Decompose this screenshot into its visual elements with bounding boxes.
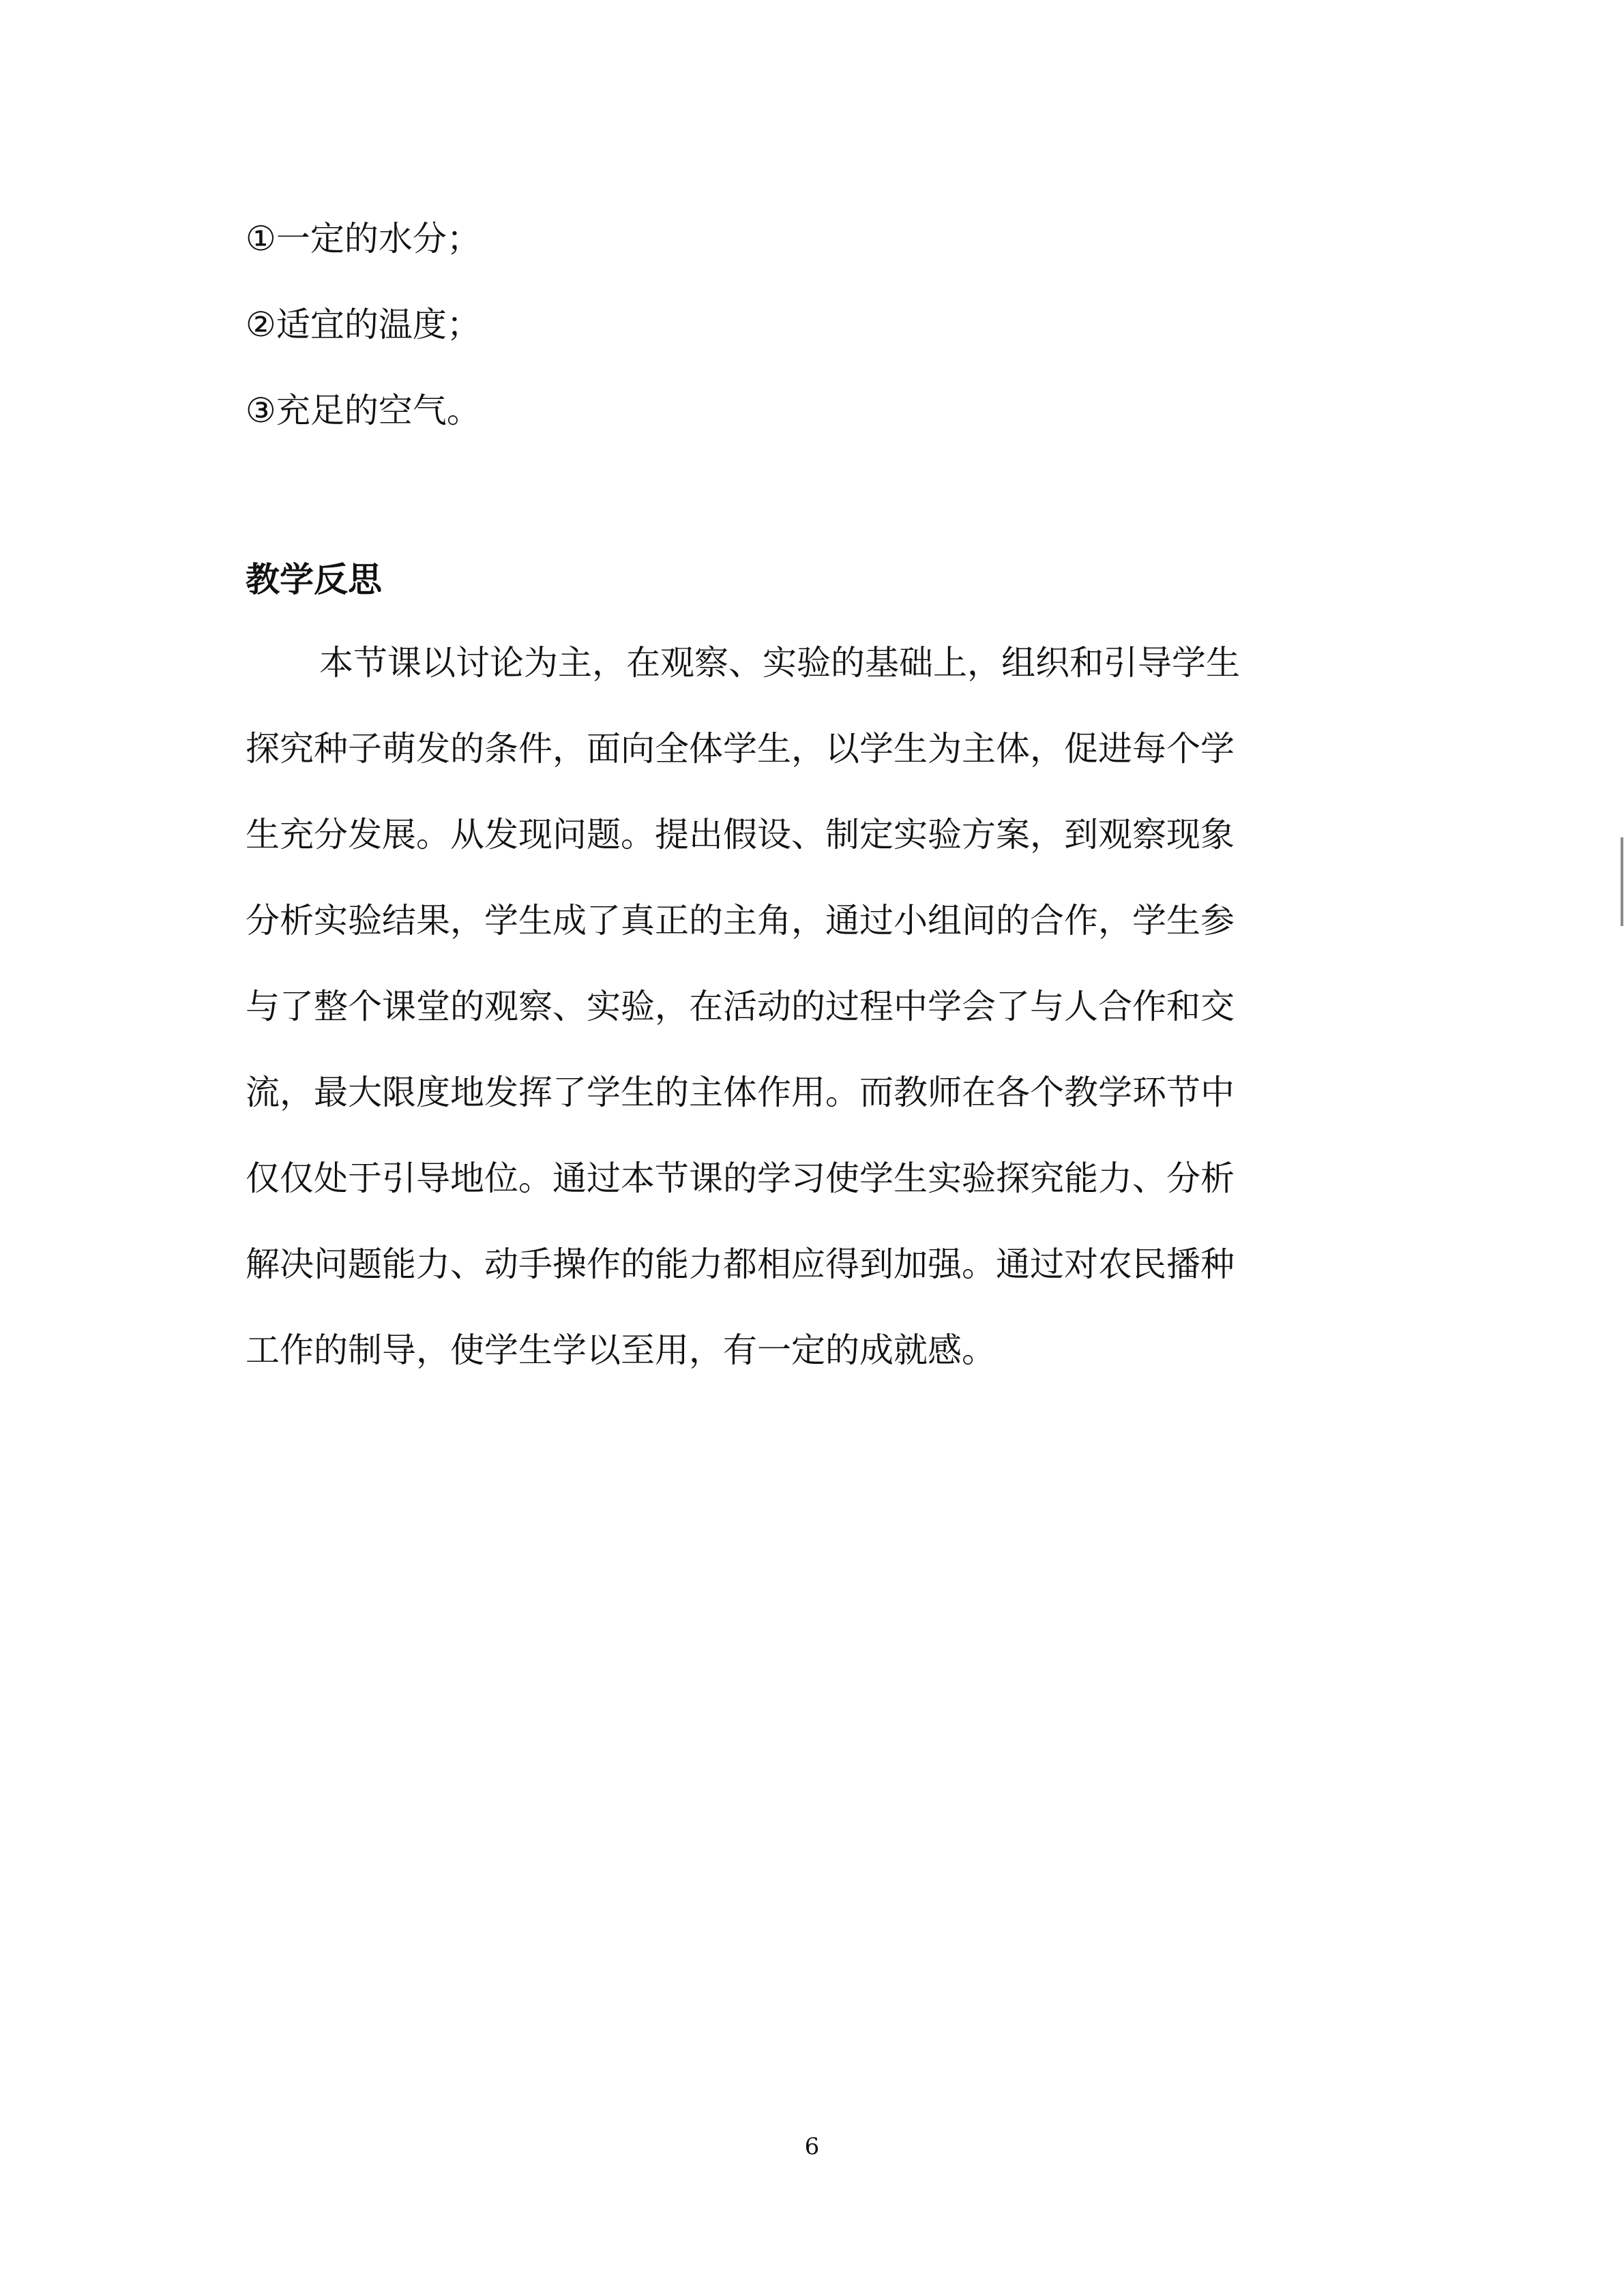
paragraph-line: 与了整个课堂的观察、实验，在活动的过程中学会了与人合作和交 — [246, 987, 1235, 1026]
paragraph-line: 流，最大限度地发挥了学生的主体作用。而教师在各个教学环节中 — [246, 1073, 1235, 1112]
section-title: 教学反思 — [246, 560, 382, 599]
page-edge-mark — [1621, 837, 1623, 926]
paragraph-line: 解决问题能力、动手操作的能力都相应得到加强。通过对农民播种 — [246, 1244, 1235, 1284]
page-number: 6 — [804, 2133, 820, 2160]
condition-item: ②适宜的温度； — [246, 305, 481, 344]
paragraph-line: 分析实验结果，学生成了真正的主角，通过小组间的合作，学生参 — [246, 901, 1235, 940]
paragraph-line: 仅仅处于引导地位。通过本节课的学习使学生实验探究能力、分析 — [246, 1159, 1235, 1198]
paragraph-line: 探究种子萌发的条件，面向全体学生，以学生为主体，促进每个学 — [246, 729, 1235, 769]
reflection-paragraph — [246, 641, 1364, 1414]
condition-item: ③充足的空气。 — [246, 391, 481, 430]
paragraph-line: 工作的制导，使学生学以至用，有一定的成就感。 — [246, 1330, 996, 1370]
germination-conditions-list — [246, 217, 481, 475]
condition-item: ①一定的水分； — [246, 219, 481, 258]
paragraph-line: 本节课以讨论为主，在观察、实验的基础上，组织和引导学生 — [319, 643, 1240, 683]
paragraph-line: 生充分发展。从发现问题。提出假设、制定实验方案，到观察现象 — [246, 815, 1235, 854]
